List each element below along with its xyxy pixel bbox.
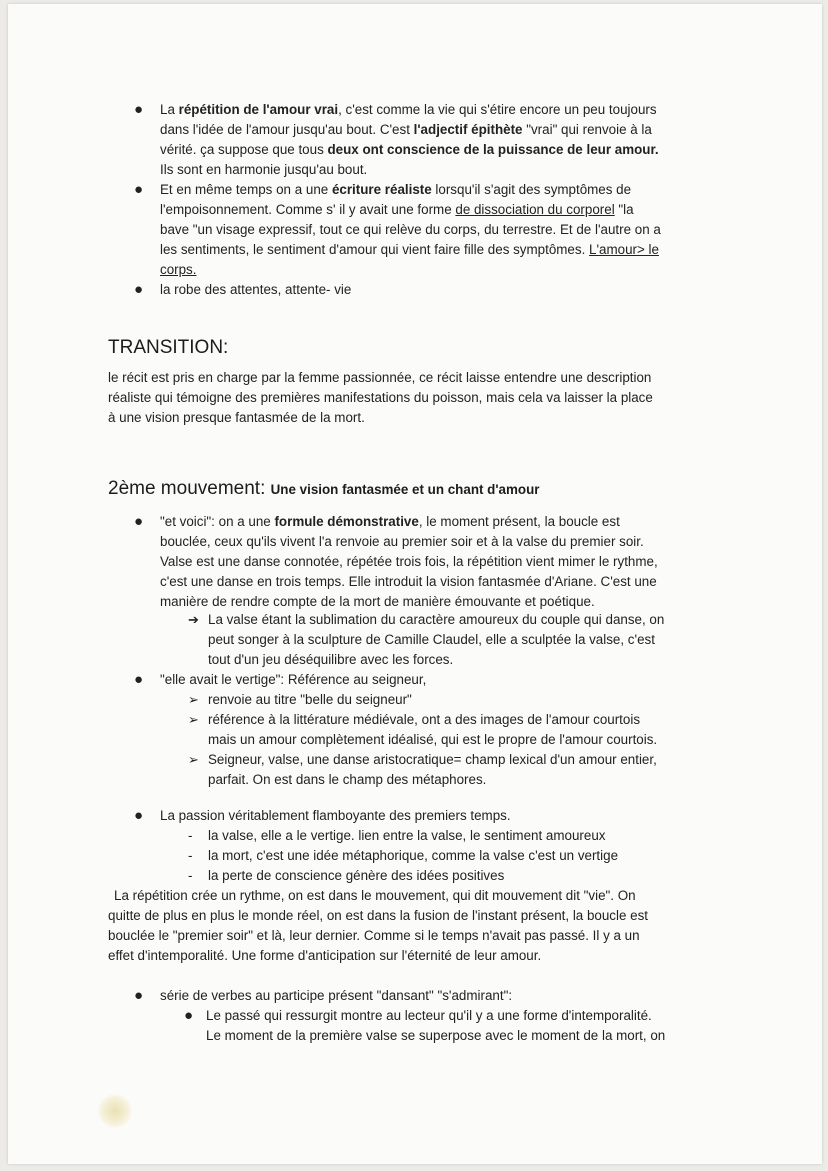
s1-b1-line2: dans l'idée de l'amour jusqu'au bout. C'est l'adjectif épithète "vrai" qui renvoie à la bbox=[160, 122, 652, 137]
s1-b2-line4: les sentiments, le sentiment d'amour qui vient faire fille des symptômes. L'amour> le bbox=[160, 242, 659, 257]
m2-b2-sub2-line2: mais un amour complètement idéalisé, qui est le propre de l'amour courtois. bbox=[208, 732, 658, 747]
m2-b3-dash1: la valse, elle a le vertige. lien entre la valse, le sentiment amoureux bbox=[208, 828, 606, 843]
m2-b1-arrow-line1: La valse étant la sublimation du caractère amoureux du couple qui danse, on bbox=[208, 612, 665, 627]
dash-icon: - bbox=[188, 868, 193, 883]
s1-b2-line5: corps. bbox=[160, 262, 197, 277]
mouvement2-heading: 2ème mouvement: Une vision fantasmée et un chant d'amour bbox=[108, 478, 540, 499]
bullet-icon: ● bbox=[134, 181, 144, 198]
m2-b1-line2: bouclée, ceux qu'ils vivent l'a renvoie au premier soir et à la valse du premier soir. bbox=[160, 534, 644, 549]
document-page bbox=[8, 4, 822, 1164]
m2-b2-line1: "elle avait le vertige": Référence au seigneur, bbox=[160, 672, 427, 687]
paper-stain bbox=[98, 1094, 132, 1128]
s1-b1-line1: La répétition de l'amour vrai, c'est comme la vie qui s'étire encore un peu toujours bbox=[160, 102, 657, 117]
m2-b1-line5: manière de rendre compte de la mort de manière émouvante et poétique. bbox=[160, 594, 595, 609]
mouvement2-subheading: Une vision fantasmée et un chant d'amour bbox=[270, 482, 540, 497]
bullet-icon: ● bbox=[134, 281, 144, 298]
transition-line2: réaliste qui témoigne des premières manifestations du poisson, mais cela va laisser la place bbox=[108, 390, 653, 405]
m2-b4-sub-line1: Le passé qui ressurgit montre au lecteur qu'il y a une forme d'intemporalité. bbox=[206, 1008, 652, 1023]
transition-line1: le récit est pris en charge par la femme passionnée, ce récit laisse entendre une description bbox=[108, 370, 652, 385]
transition-line3: à une vision presque fantasmée de la mort. bbox=[108, 410, 365, 425]
m2-para-line2: quitte de plus en plus le monde réel, on est dans la fusion de l'instant présent, la boucle est bbox=[108, 908, 649, 923]
m2-b2-sub3-line1: Seigneur, valse, une danse aristocratique= champ lexical d'un amour entier, bbox=[208, 752, 657, 767]
s1-b1-line3: vérité. ça suppose que tous deux ont conscience de la puissance de leur amour. bbox=[160, 142, 659, 157]
bullet-icon: ● bbox=[134, 987, 144, 1004]
m2-b2-sub3-line2: parfait. On est dans le champ des métaphores. bbox=[208, 772, 487, 787]
bullet-icon: ● bbox=[134, 671, 144, 688]
arrowhead-icon: ➢ bbox=[188, 692, 199, 707]
m2-b2-sub1: renvoie au titre "belle du seigneur" bbox=[208, 692, 412, 707]
m2-b1-line3: Valse est une danse connotée, répétée trois fois, la répétition vient mimer le rythme, bbox=[160, 554, 658, 569]
bullet-icon: ● bbox=[134, 513, 144, 530]
s1-b1-line4: Ils sont en harmonie jusqu'au bout. bbox=[160, 162, 368, 177]
bullet-icon: ● bbox=[134, 101, 144, 118]
m2-para-line4: effet d'intemporalité. Une forme d'anticipation sur l'éternité de leur amour. bbox=[108, 948, 542, 963]
arrowhead-icon: ➢ bbox=[188, 752, 199, 767]
dash-icon: - bbox=[188, 848, 193, 863]
s1-b2-line1: Et en même temps on a une écriture réaliste lorsqu'il s'agit des symptômes de bbox=[160, 182, 632, 197]
s1-b3-line1: la robe des attentes, attente- vie bbox=[160, 282, 352, 297]
s1-b2-line3: bave "un visage expressif, tout ce qui relève du corps, du terrestre. Et de l'autre on a bbox=[160, 222, 661, 237]
dash-icon: - bbox=[188, 828, 193, 843]
transition-heading: TRANSITION: bbox=[108, 337, 229, 358]
m2-b1-arrow-line3: tout d'un jeu déséquilibre avec les forces. bbox=[208, 652, 454, 667]
s1-b2-line2: l'empoisonnement. Comme s' il y avait une forme de dissociation du corporel "la bbox=[160, 202, 634, 217]
m2-b3-dash3: la perte de conscience génère des idées positives bbox=[208, 868, 505, 883]
arrow-icon: ➔ bbox=[188, 612, 199, 627]
m2-b1-line4: c'est une danse en trois temps. Elle introduit la vision fantasmée d'Ariane. C'est une bbox=[160, 574, 657, 589]
m2-b4-line1: série de verbes au participe présent "dansant" "s'admirant": bbox=[160, 988, 513, 1003]
arrowhead-icon: ➢ bbox=[188, 712, 199, 727]
bullet-icon: ● bbox=[184, 1007, 194, 1024]
m2-b1-line1: "et voici": on a une formule démonstrative, le moment présent, la boucle est bbox=[160, 514, 620, 529]
m2-b3-line1: La passion véritablement flamboyante des premiers temps. bbox=[160, 808, 511, 823]
m2-para-line1: La répétition crée un rythme, on est dans le mouvement, qui dit mouvement dit "vie". On bbox=[114, 888, 636, 903]
m2-b4-sub-line2: Le moment de la première valse se superpose avec le moment de la mort, on bbox=[206, 1028, 666, 1043]
m2-para-line3: bouclée le "premier soir" et là, leur dernier. Comme si le temps n'avait pas passé. Il y a un bbox=[108, 928, 640, 943]
m2-b1-arrow-line2: peut songer à la sculpture de Camille Claudel, elle a sculptée la valse, c'est bbox=[208, 632, 655, 647]
m2-b2-sub2-line1: référence à la littérature médiévale, ont a des images de l'amour courtois bbox=[208, 712, 641, 727]
m2-b3-dash2: la mort, c'est une idée métaphorique, comme la valse c'est un vertige bbox=[208, 848, 619, 863]
bullet-icon: ● bbox=[134, 807, 144, 824]
